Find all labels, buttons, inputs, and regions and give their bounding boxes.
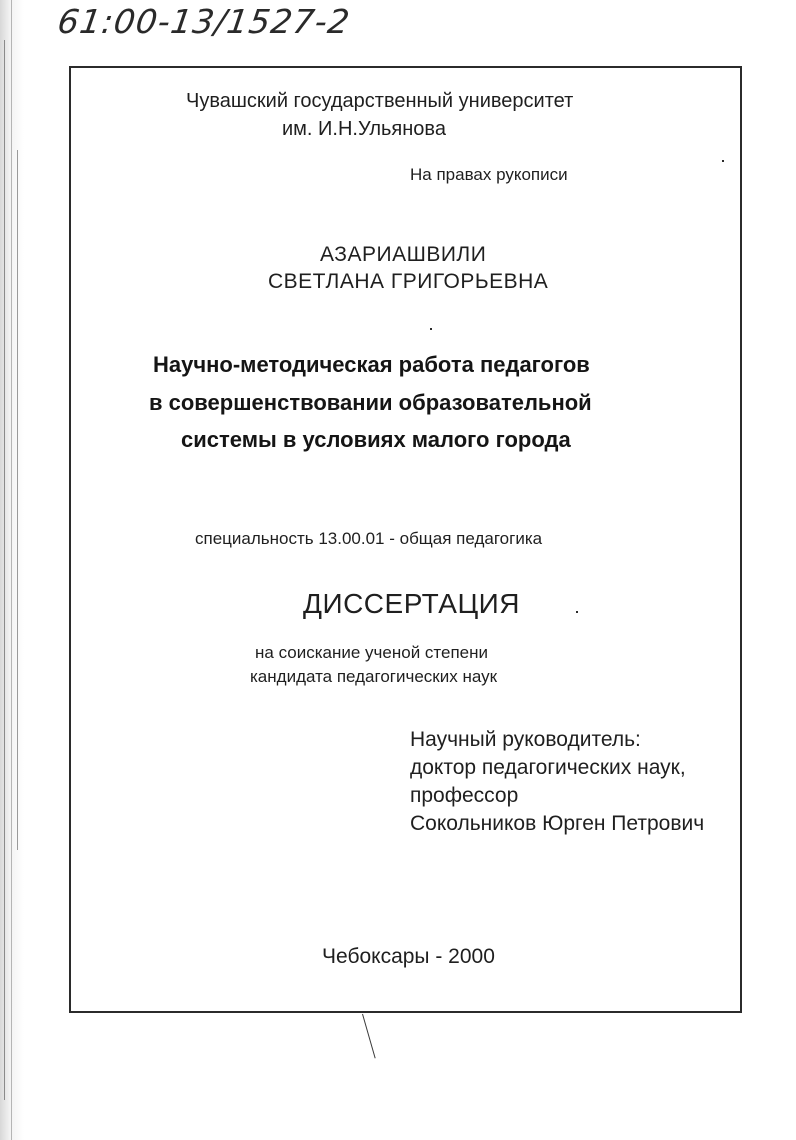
specialty: специальность 13.00.01 - общая педагогика bbox=[195, 529, 543, 548]
place-year: Чебоксары - 2000 bbox=[322, 945, 495, 968]
advisor-degree: доктор педагогических наук, bbox=[410, 756, 686, 779]
dissertation-title-line: системы в условиях малого города bbox=[181, 427, 571, 452]
manuscript-rights: На правах рукописи bbox=[410, 165, 568, 184]
advisor-name: Сокольников Юрген Петрович bbox=[410, 812, 705, 835]
dissertation-title-line: Научно-методическая работа педагогов bbox=[153, 352, 590, 377]
archive-code: 61:00-13/1527-2 bbox=[55, 2, 353, 41]
scan-speck bbox=[576, 611, 578, 613]
university-name: Чувашский государственный университет bbox=[186, 90, 574, 112]
author-surname: АЗАРИАШВИЛИ bbox=[320, 243, 487, 266]
scan-streak bbox=[11, 0, 12, 1140]
scan-streak bbox=[4, 40, 5, 1100]
scan-speck bbox=[430, 328, 432, 330]
degree-line: кандидата педагогических наук bbox=[250, 667, 498, 686]
author-given-names: СВЕТЛАНА ГРИГОРЬЕВНА bbox=[268, 270, 549, 293]
advisor-heading: Научный руководитель: bbox=[410, 728, 641, 751]
university-named-after: им. И.Н.Ульянова bbox=[282, 118, 446, 140]
document-type: ДИССЕРТАЦИЯ bbox=[303, 588, 521, 619]
degree-line: на соискание ученой степени bbox=[255, 643, 489, 662]
dissertation-title-line: в совершенствовании образовательной bbox=[149, 390, 592, 415]
scan-speck bbox=[722, 160, 724, 162]
advisor-title: профессор bbox=[410, 784, 519, 807]
scan-streak bbox=[17, 150, 18, 850]
scan-stray-line bbox=[362, 1014, 376, 1058]
